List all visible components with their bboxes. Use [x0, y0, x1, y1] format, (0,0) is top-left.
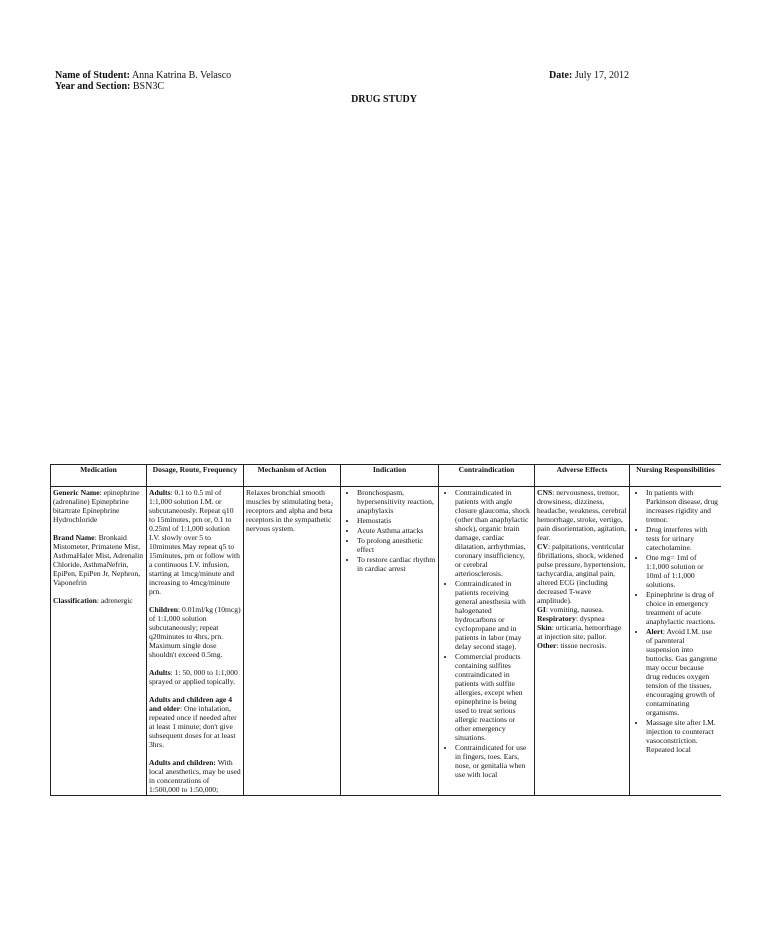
col-header-mechanism: Mechanism of Action	[244, 465, 341, 487]
cv-text: : palpitations, ventricular fibrillations, shock, widened pulse pressure, hypertension, tachycardia, anginal pain, altered ECG (including decreased T-wave amplitude).	[537, 542, 626, 605]
nursing-item-text: Epinephrine is drug of choice in emergency treatment of acute anaphylactic reactions.	[646, 590, 716, 626]
indication-cell	[341, 487, 439, 796]
drug-study-table	[50, 464, 721, 796]
nursing-item-text: Drug interferes with tests for urinary catecholamine.	[646, 525, 708, 552]
list-item: • To prolong anesthetic effect	[357, 536, 436, 554]
date-line	[549, 70, 629, 81]
dosage-children-label: Children	[149, 605, 178, 614]
list-item: • Contraindicated for use in fingers, toes. Ears, nose, or genitalia when use with local	[455, 743, 532, 779]
brand-name-value: : Bronkaid Mistometer, Primatene Mist, AsthmaHaler Mist, Adrenalin Chloride, AsthmaNefrin, EpiPen, EpiPen Jr, Nephron, Vaponefrin	[53, 533, 144, 587]
nursing-item-text: : Avoid I.M. use of parenteral suspension into buttocks. Gas gangrene may occur because drug reduces oxygen tension of the tissues, encouraging growth of contaminating organisms.	[646, 627, 718, 717]
nursing-list	[632, 488, 719, 754]
dosage-adults-text: : 0.1 to 0.5 ml of 1:1,000 solution I.M. or subcutaneously. Repeat q10 to 15minutes, prn or, 0.1 to 0.25ml of 1:1,000 solution I.V. slowly over 5 to 10minutes May repeat q5 to 15minutes, prn or follow with a continuous I.V. infusion, starting at 1mcg/minute and increasing to 4mcg/minute prn.	[149, 488, 240, 596]
list-item	[646, 590, 719, 626]
mechanism-cell: Relaxes bronchial smooth muscles by stimulating beta₂ receptors and alpha and beta receptors in the sympathetic nervous system.	[244, 487, 341, 796]
cns-text: : nervousness, tremor, drowsiness, dizziness, headache, weakness, cerebral hemorrhage, stroke, vertigo, pain disorientation, agitation, fear.	[537, 488, 627, 542]
list-item	[646, 718, 719, 754]
dosage-topical-text: : 1: 50, 000 to 1:1,000 sprayed or applied topically.	[149, 668, 238, 686]
classification-value: : adrenergic	[96, 596, 133, 605]
skin-text: : urticaria, hemorrhage at injection site, pallor.	[537, 623, 622, 641]
list-item: • Contraindicated in patients with angle closure glaucoma, shock (other than anaphylactic shock), organic brain damage, cardiac dilatation, arrhythmias, coronary insufficiency, or cerebral arteriosclerosis.	[455, 488, 532, 578]
list-item	[646, 488, 719, 524]
nursing-item-label: Alert	[646, 627, 663, 636]
student-info	[55, 70, 231, 92]
dosage-local-label: Adults and children:	[149, 758, 216, 767]
year-label: Year and Section:	[55, 81, 131, 92]
list-item: • To restore cardiac rhythm in cardiac arrest	[357, 555, 436, 573]
date-value: July 17, 2012	[574, 70, 629, 81]
student-name-line	[55, 70, 231, 81]
student-name: Anna Katrina B. Velasco	[131, 70, 232, 81]
generic-name-value: : epinephrine (adrenaline) Epinephrine bitartrate Epinephrine Hydrochloride	[53, 488, 140, 524]
document-title: DRUG STUDY	[351, 94, 417, 105]
medication-cell	[51, 487, 147, 796]
nursing-cell	[630, 487, 722, 796]
nursing-item-text: One mg= 1ml of 1:1,000 solution or 10ml of 1:1,000 solutions.	[646, 553, 704, 589]
nursing-item-text: Massage site after I.M. injection to counteract vasoconstriction. Repeated local	[646, 718, 716, 754]
drug-study-table-wrapper	[50, 464, 721, 932]
brand-name-label: Brand Name	[53, 533, 95, 542]
list-item: • Contraindicated in patients receiving general anesthesia with halogenated hydrocarbons or cyclopropane and in patients in labor (may delay second stage).	[455, 579, 532, 651]
skin-label: Skin	[537, 623, 552, 632]
dosage-children-text: : 0.01ml/kg (10mcg) of 1:1,000 solution subcutaneously; repeat q20minutes to 4hrs, prn. Maximum single dose shouldn't exceed 0.5mg.	[149, 605, 241, 659]
table-row	[51, 487, 722, 796]
dosage-inhalation-label: Adults and children age 4 and older	[149, 695, 232, 713]
dosage-topical-label: Adults	[149, 668, 171, 677]
other-text: : tissue necrosis.	[556, 641, 607, 650]
col-header-contraindication: Contraindication	[439, 465, 535, 487]
gi-text: : vomiting, nausea.	[545, 605, 604, 614]
col-header-indication: Indication	[341, 465, 439, 487]
list-item	[646, 627, 719, 717]
list-item	[646, 553, 719, 589]
indication-list	[343, 488, 436, 573]
col-header-nursing: Nursing Responsibilities	[630, 465, 722, 487]
list-item: • Bronchospasm, hypersensitivity reaction, anaphylaxis	[357, 488, 436, 515]
table-header-row	[51, 465, 722, 487]
date-label: Date:	[549, 70, 573, 81]
respiratory-label: Respiratory	[537, 614, 576, 623]
cns-label: CNS	[537, 488, 553, 497]
classification-label: Classification	[53, 596, 97, 605]
year-section-line	[55, 81, 231, 92]
col-header-dosage: Dosage, Route, Frequency	[147, 465, 244, 487]
nursing-item-text: In patients with Parkinson disease, drug increases rigidity and tremor.	[646, 488, 718, 524]
gi-label: GI	[537, 605, 546, 614]
col-header-adverse-effects: Adverse Effects	[535, 465, 630, 487]
dosage-cell	[147, 487, 244, 796]
other-label: Other	[537, 641, 557, 650]
contraindication-cell	[439, 487, 535, 796]
list-item	[646, 525, 719, 552]
adverse-effects-cell	[535, 487, 630, 796]
dosage-local-text: With local anesthetics, may be used in concentrations of 1:500,000 to 1:50,000;	[149, 758, 241, 794]
cv-label: CV	[537, 542, 548, 551]
list-item: • Hemostatis	[357, 516, 436, 525]
year-value: BSN3C	[132, 81, 164, 92]
dosage-inhalation-text: : One inhalation, repeated once if needed after at least 1 minute; don't give subsequent doses for at least 3hrs.	[149, 704, 237, 749]
dosage-adults-label: Adults	[149, 488, 171, 497]
respiratory-text: : dyspnea	[575, 614, 605, 623]
list-item: • Commercial products containing sulfites contraindicated in patients with sulfite allergies, except when epinephrine is being used to treat serious allergic reactions or other emergency situations.	[455, 652, 532, 742]
list-item: • Acute Asthma attacks	[357, 526, 436, 535]
generic-name-label: Generic Name	[53, 488, 100, 497]
col-header-medication: Medication	[51, 465, 147, 487]
contraindication-list	[441, 488, 532, 779]
student-label: Name of Student:	[55, 70, 130, 81]
